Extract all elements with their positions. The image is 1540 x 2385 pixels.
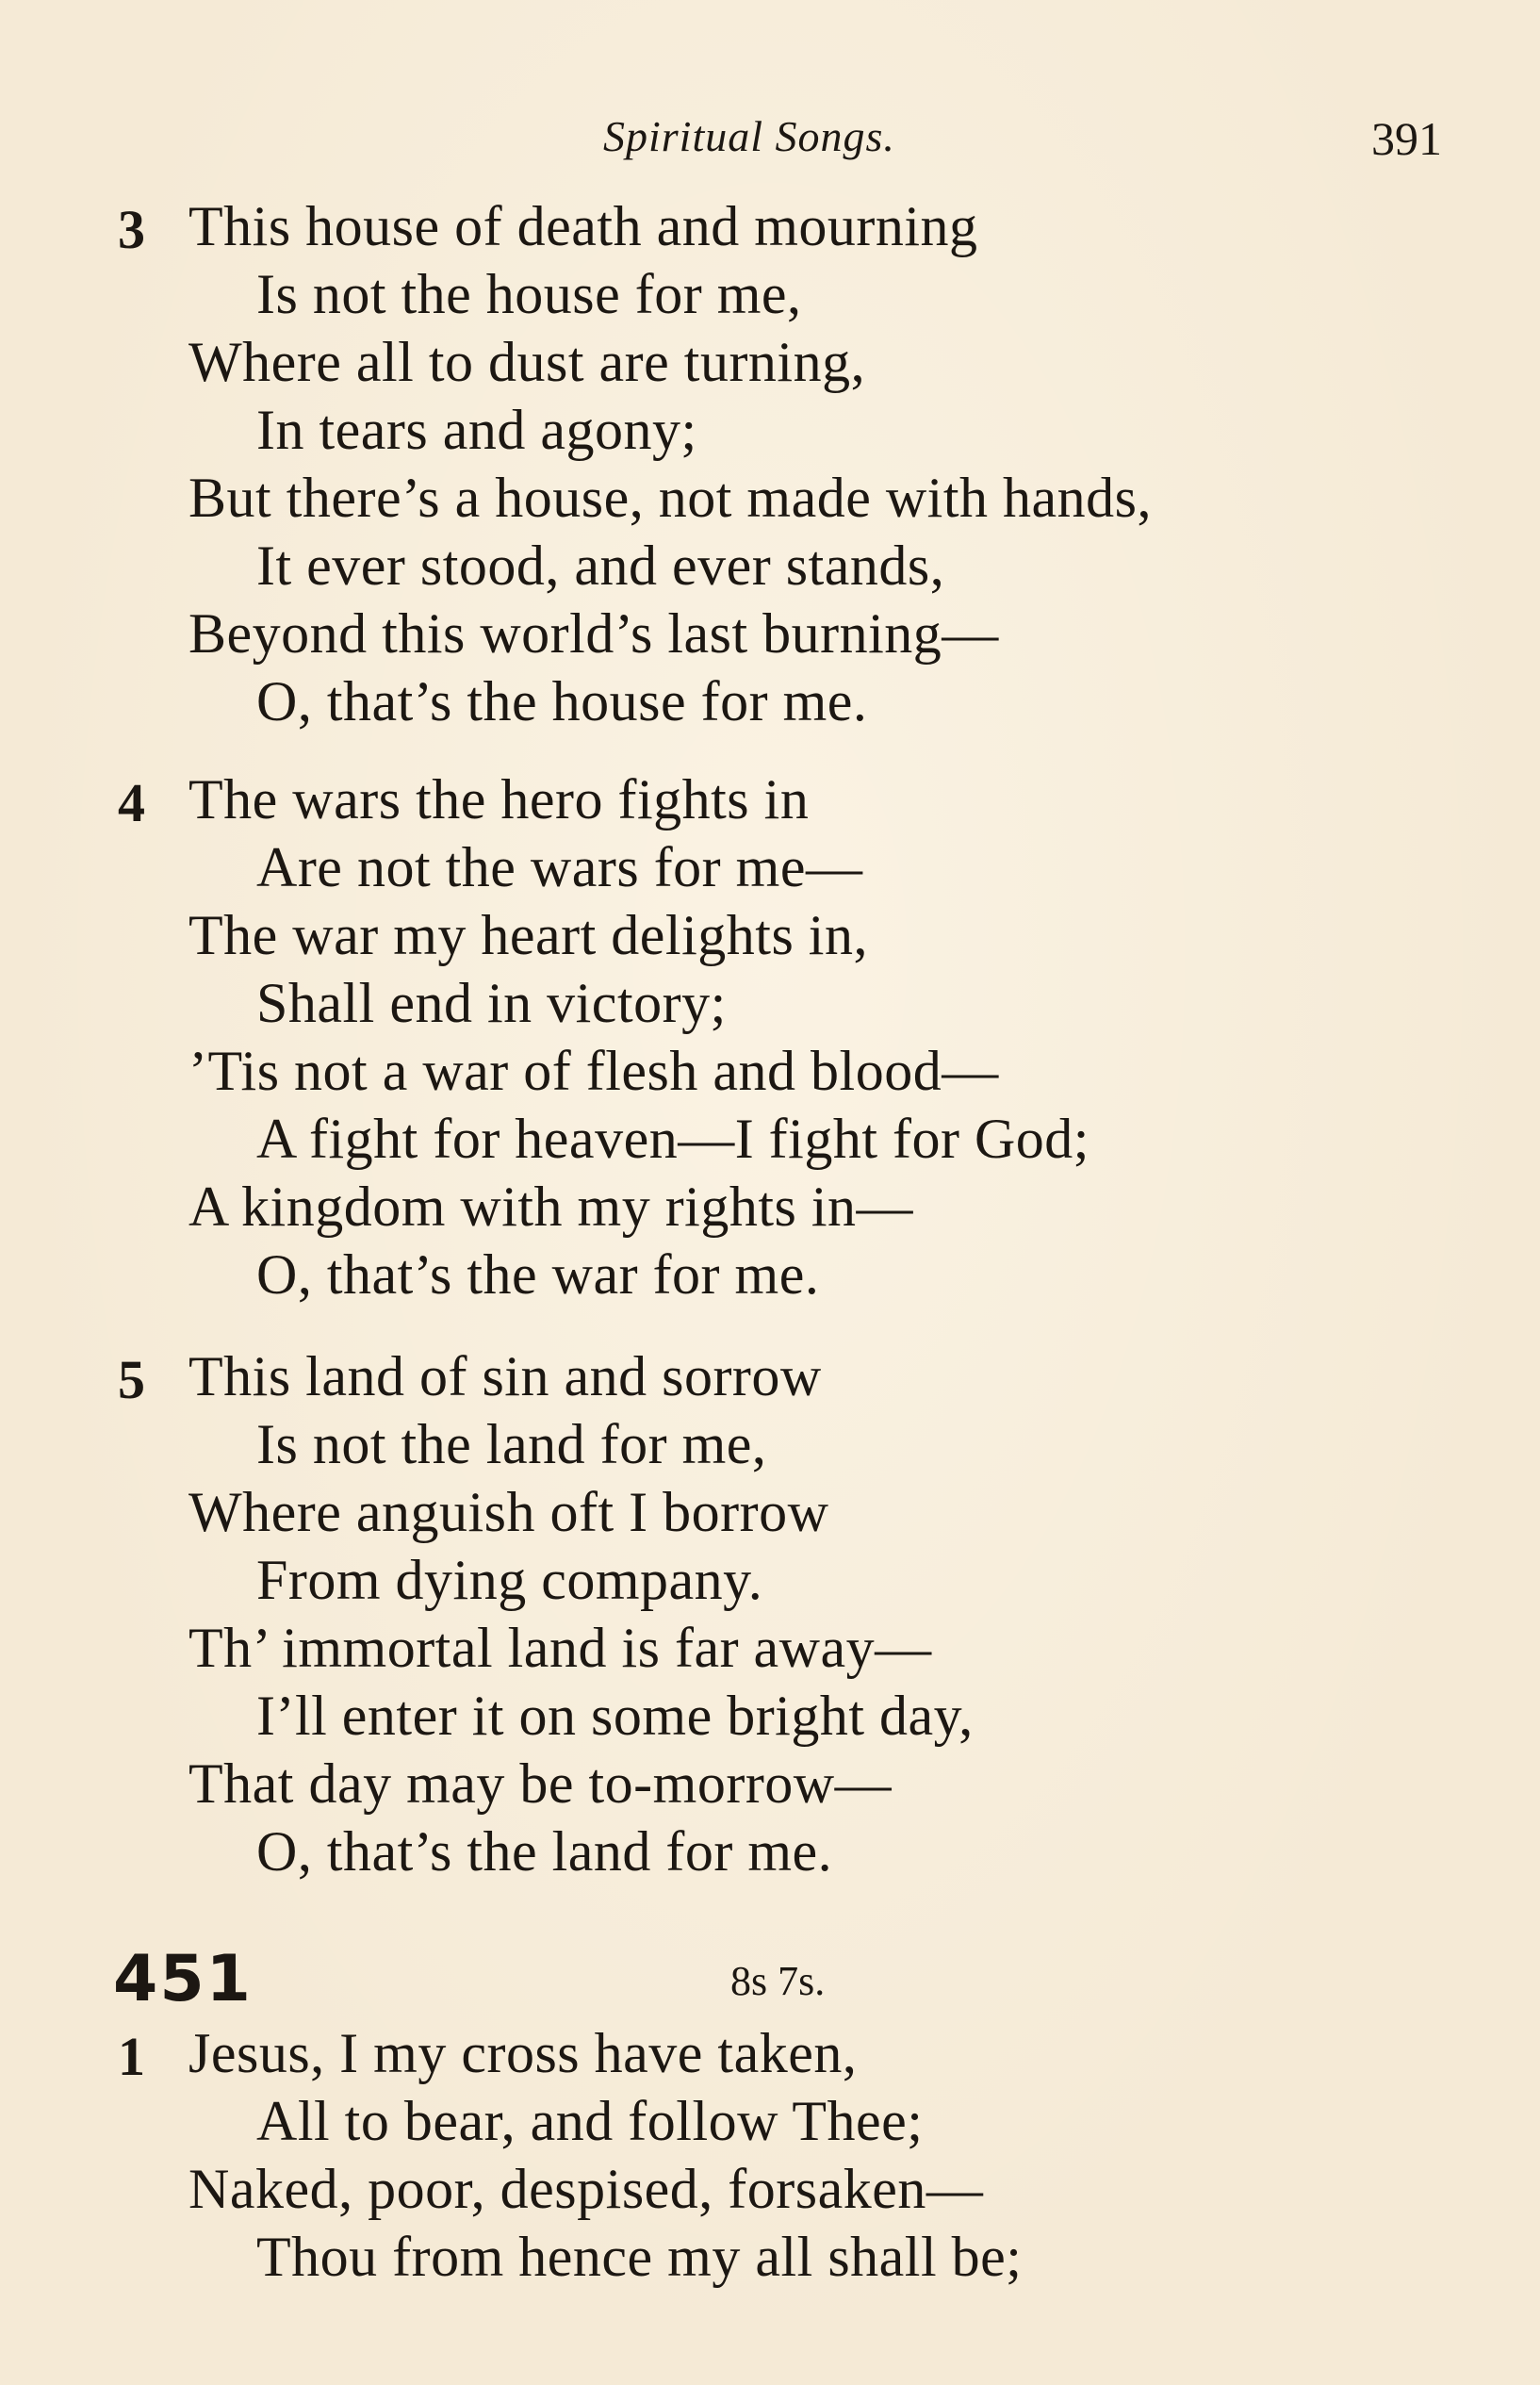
verse-line: But there’s a house, not made with hands, <box>188 467 1152 529</box>
verse-line: Naked, poor, despised, forsaken— <box>188 2158 984 2220</box>
verse-line: O, that’s the house for me. <box>256 670 868 732</box>
verse-line: A kingdom with my rights in— <box>188 1176 914 1238</box>
verse-line: A fight for heaven—I fight for God; <box>256 1108 1089 1170</box>
verse-line: All to bear, and follow Thee; <box>256 2090 924 2152</box>
verse-line: Where all to dust are turning, <box>188 331 866 393</box>
verse-line: Shall end in victory; <box>256 972 727 1034</box>
verse-line: The wars the hero fights in <box>188 768 810 831</box>
verse-line: Where anguish oft I borrow <box>188 1481 829 1543</box>
page-number: 391 <box>1371 112 1442 165</box>
verse-line: This land of sin and sorrow <box>188 1345 822 1407</box>
verse-line: The war my heart delights in, <box>188 904 868 966</box>
verse-line: O, that’s the war for me. <box>256 1243 820 1306</box>
stanza-number: 5 <box>118 1349 145 1410</box>
verse-line: In tears and agony; <box>256 399 697 461</box>
verse-line: O, that’s the land for me. <box>256 1820 833 1883</box>
verse-line: That day may be to-morrow— <box>188 1752 893 1815</box>
verse-line: ’Tis not a war of flesh and blood— <box>188 1040 999 1102</box>
verse-line: I’ll enter it on some bright day, <box>256 1685 974 1747</box>
verse-line: Beyond this world’s last burning— <box>188 602 999 665</box>
verse-line: Are not the wars for me— <box>256 836 863 898</box>
stanza-number: 1 <box>118 2026 145 2087</box>
verse-line: Is not the house for me, <box>256 263 802 325</box>
verse-line: Thou from hence my all shall be; <box>256 2226 1023 2288</box>
hymn-number: 451 <box>113 1942 253 2016</box>
verse-line: Th’ immortal land is far away— <box>188 1617 932 1679</box>
running-head <box>0 111 1540 168</box>
verse-line: From dying company. <box>256 1549 763 1611</box>
hymn-meter: 8s 7s. <box>730 1958 826 2004</box>
running-title: Spiritual Songs. <box>603 112 895 160</box>
verse-line: Is not the land for me, <box>256 1413 767 1475</box>
verse-line: Jesus, I my cross have taken, <box>188 2022 858 2084</box>
verse-line: This house of death and mourning <box>188 195 978 257</box>
stanza-number: 3 <box>118 199 145 260</box>
stanza-number: 4 <box>118 772 145 833</box>
verse-line: It ever stood, and ever stands, <box>256 535 945 597</box>
